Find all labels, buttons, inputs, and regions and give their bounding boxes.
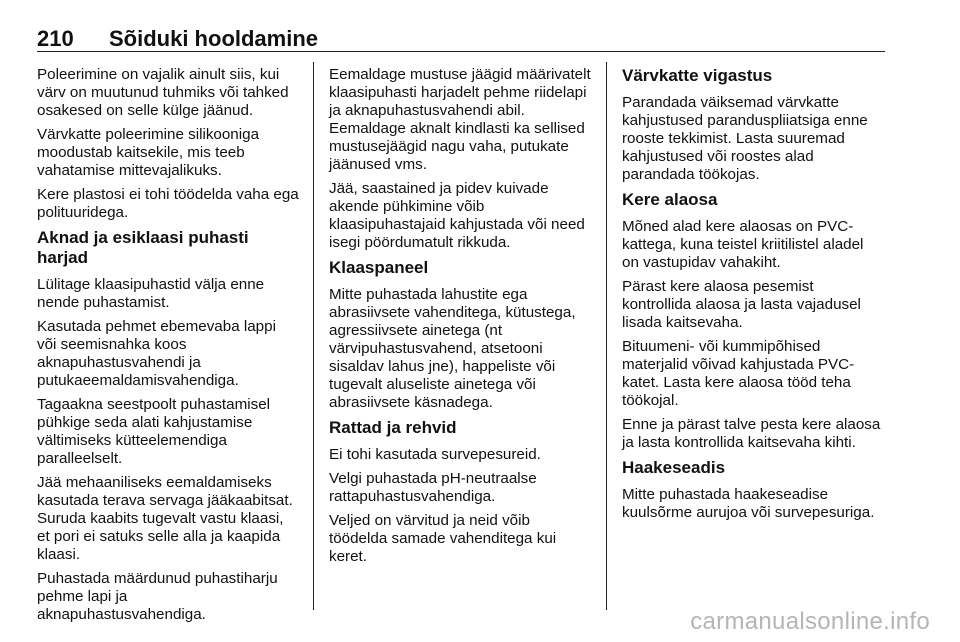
section-heading: Värvkatte vigastus: [622, 66, 773, 85]
paragraph: Jää, saastained ja pidev kuivade akende pühkimine võib klaasipuhastajaid kahjustada või need isegi pöördumatult rikkuda.: [329, 180, 585, 251]
paragraph: Poleerimine on vajalik ainult siis, kui värv on muutunud tuhmiks või tahked osakesed on selle külge jäänud.: [37, 66, 289, 119]
paragraph: Pärast kere alaosa pesemist kontrollida alaosa ja lasta vajadusel lisada kaitsevaha.: [622, 278, 861, 331]
paragraph: Mõned alad kere alaosas on PVC-kattega, kuna teistel kriitilistel aladel on vastupidav vahakiht.: [622, 218, 864, 271]
section-heading: Klaaspaneel: [329, 258, 429, 277]
header-rule: [37, 51, 885, 52]
column-2: [329, 66, 591, 572]
paragraph: Eemaldage mustuse jäägid määrivatelt klaasipuhasti harjadelt pehme riidelapi ja aknapuhastusvahendi abil. Eemaldage aknalt kindlasti ka sellised mustusejäägid nagu vaha, putukate jäänused vms.: [329, 66, 591, 173]
section-heading: Kere alaosa: [622, 190, 718, 209]
paragraph: Parandada väiksemad värvkatte kahjustused paranduspliiatsiga enne rooste tekkimist. Lasta suuremad kahjustused või roostes alad parandada töökojas.: [622, 94, 868, 183]
page-number: 210: [37, 26, 74, 51]
paragraph: Veljed on värvitud ja neid võib töödelda samade vahenditega kui keret.: [329, 512, 557, 565]
paragraph: Lülitage klaasipuhastid välja enne nende puhastamist.: [37, 276, 265, 311]
paragraph: Bituumeni- või kummipõhised materjalid võivad kahjustada PVC-katet. Lasta kere alaosa tööd teha töökojal.: [622, 338, 855, 409]
paragraph: Kere plastosi ei tohi töödelda vaha ega polituuridega.: [37, 186, 299, 221]
paragraph: Velgi puhastada pH-neutraalse rattapuhastusvahendiga.: [329, 470, 537, 505]
paragraph: Ei tohi kasutada survepesureid.: [329, 446, 541, 463]
paragraph: Enne ja pärast talve pesta kere alaosa ja lasta kontrollida kaitsevaha kihti.: [622, 416, 881, 451]
paragraph: Puhastada määrdunud puhastiharju pehme lapi ja aknapuhastusvahendiga.: [37, 570, 278, 623]
column-1: [37, 66, 299, 630]
section-title: Sõiduki hooldamine: [109, 26, 319, 51]
column-divider: [313, 62, 314, 610]
watermark: carmanualsonline.info: [690, 608, 930, 635]
paragraph: Tagaakna seestpoolt puhastamisel pühkige seda alati kahjustamise vältimiseks kütteelemendiga paralleelselt.: [37, 396, 271, 467]
column-divider: [606, 62, 607, 610]
section-heading: Aknad ja esiklaasi puhasti harjad: [37, 228, 249, 267]
section-heading: Haakeseadis: [622, 458, 726, 477]
paragraph: Jää mehaaniliseks eemaldamiseks kasutada terava servaga jääkaabitsat. Suruda kaabits tugevalt vastu klaasi, et pori ei satuks selle alla ja kaapida klaasi.: [37, 474, 293, 563]
paragraph: Kasutada pehmet ebemevaba lappi või seemisnahka koos aknapuhastusvahendi ja putukaeemaldamisvahendiga.: [37, 318, 276, 389]
paragraph: Värvkatte poleerimine silikooniga moodustab kaitsekile, mis teeb vahatamise mittevajalikuks.: [37, 126, 260, 179]
page-header: [37, 26, 887, 52]
section-heading: Rattad ja rehvid: [329, 418, 457, 437]
paragraph: Mitte puhastada haakeseadise kuulsõrme aurujoa või survepesuriga.: [622, 486, 875, 521]
column-3: [622, 66, 884, 528]
paragraph: Mitte puhastada lahustite ega abrasiivsete vahenditega, kütustega, agressiivsete ainetega (nt värvipuhastusvahend, atsetooni sisaldav lahus jne), happeliste või tugevalt aluseliste ainetega või abrasiivsete käsnadega.: [329, 286, 576, 411]
